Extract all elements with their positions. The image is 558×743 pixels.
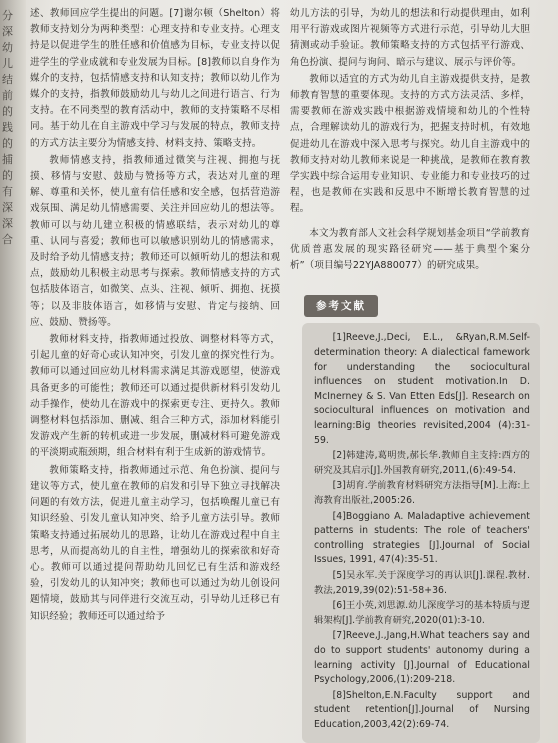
edge-char: 的 (2, 105, 13, 118)
edge-char: 捕 (2, 153, 13, 166)
edge-char: 结 (2, 73, 13, 86)
references-heading: 参考文献 (304, 295, 378, 317)
paragraph-material-support: 教师材料支持，指教师通过投放、调整材料等方式，引起儿童的好奇心或认知冲突，引发儿童的探究性行为。教师可以通过回应幼儿材料需求满足其游戏愿望，使游戏具备更多的可能性；教师还可以通过提供新材料引发幼儿动手操作，使幼儿在游戏中的探索更专注、更持久。教师调整材料包括添加、删减、组合三种方式，添加材料能引发游戏产生新的转机或进一步发展，删减材料可避免游戏的平淡期或瓶颈期，组合材料有利于生成新的游戏情节。 (30, 334, 280, 459)
paragraph-teacher-support-types: 述、教师回应学生提出的问题。[7]谢尔顿（Shelton）将教师支持划分为两种类型：心理支持和专业支持。心理支持是以促进学生的胜任感和价值感为目标，专业支持以促进学生的学业成就和专业发展为目标。[8]教师以自身作为媒介的支持，包括情感支持和认知支持；教师以幼儿作为媒介的支持，指教师鼓励幼儿与幼儿之间进行语言、行为支持。在不同类型的教育活动中，教师的支持策略不尽相同。基于幼儿在自主游戏中学习与发展的特点，教师支持的方式方法主要分为情感支持、材料支持、策略支持。 (30, 8, 280, 149)
paragraph-strategy-support: 教师策略支持，指教师通过示范、角色扮演、提问与建议等方式，使儿童在教师的启发和引导下独立寻找解决问题的有效方法，促进儿童主动学习，包括唤醒儿童已有知识经验、引发儿童认知冲突、给予儿童方法引导。教师策略支持通过拓展幼儿的思路，让幼儿在游戏过程中自主思考，从而提高幼儿的自主性，增强幼儿的探索欲和好奇心。教师可以通过提问帮助幼儿回忆已有生活和游戏经验，引发幼儿的认知冲突；教师也可以通过为幼儿创设问题情境，鼓励其与同伴进行交流互动，引导幼儿迁移已有知识经验；教师还可以通过给予 (30, 464, 280, 622)
references-box (302, 323, 540, 743)
paragraph-conclusion: 教师以适宜的方式为幼儿自主游戏提供支持，是教师教育智慧的重要体现。支持的方式方法灵活、多样，需要教师在游戏实践中根据游戏情境和幼儿的个性特点，合理解读幼儿的游戏行为，把握支持时机，有效地促进幼儿在游戏中深入思考与探究。幼儿自主游戏中的教师支持对幼儿教师来说是一种挑战，是教师在教育教学实践中综合运用专业知识、专业能力和专业技巧的过程，也是教师在实践和反思中不断增长教育智慧的过程。 (290, 73, 530, 215)
reference-item: [4]Boggiano A. Maladaptive achievement patterns in students: The role of teachers' controlling strategies [J].Journal of Social Issues, 1991, 47(4):35-51. (314, 510, 530, 566)
reference-item: [1]Reeve,J.,Deci, E.L., &Ryan,R.M.Self-determination theory: A dialectical famework for understanding the sociocultural influences on student motivation.In D. McInerney & S. Van Etten Eds[J]. Research on sociocultural influences on motivation and learning:Big theories revisited,2004 (4):31-59. (314, 332, 530, 446)
edge-char: 合 (2, 233, 13, 246)
paragraph-strategy-support-continued: 幼儿方法的引导，为幼儿的想法和行动提供理由，如利用平行游戏或图片视频等方式进行示范，引导幼儿大胆猜测或动手验证。教师策略支持的方式包括平行游戏、角色扮演、提问与询问、暗示与建议、展示与评价等。 (290, 8, 530, 68)
edge-char: 儿 (2, 57, 13, 70)
reference-item: [7]Reeve,J.,Jang,H.What teachers say and do to support students' autonomy during a learning activity [J].Journal of Educational Psychology,2006,(1):209-218. (314, 630, 530, 686)
edge-char: 深 (2, 25, 13, 38)
reference-item: [8]Shelton,E.N.Faculty support and student retention[J].Journal of Nursing Education,2003,42(2):69-74. (314, 689, 530, 730)
edge-char: 分 (2, 9, 13, 22)
edge-char: 幼 (2, 41, 13, 54)
funding-note: 本文为教育部人文社会科学规划基金项目“学前教育优质普惠发展的现实路径研究——基于典型个案分析”（项目编号22YJA880077）的研究成果。 (290, 227, 530, 272)
edge-char: 的 (2, 169, 13, 182)
previous-page-edge-text (2, 8, 24, 248)
edge-char: 的 (2, 137, 13, 150)
paragraph-emotional-support: 教师情感支持，指教师通过微笑与注视、拥抱与抚摸、移情与安慰、鼓励与赞扬等方式，表达对儿童的理解、尊重和关怀，使儿童有信任感和安全感，包括营造游戏氛围、满足幼儿情感需要、关注并回应幼儿的想法等。教师可以与幼儿建立积极的情感联结，表示对幼儿的尊重、认同与喜爱；教师也可以敏感识别幼儿的情感需求，及时给予幼儿情感支持；教师还可以倾听幼儿的想法和观点，鼓励幼儿积极主动思考与探索。教师情感支持的方式包括肢体语言，如微笑、点头、注视、倾听、拥抱、抚摸等；以及非肢体语言，如移情与安慰、肯定与接纳、回应、鼓励、赞扬等。 (30, 154, 280, 328)
reference-item: [6]王小英,刘思源.幼儿深度学习的基本特质与逻辑架构[J].学前教育研究,2020(01):3-10. (314, 600, 530, 626)
edge-char: 深 (2, 201, 13, 214)
reference-item: [5]吴永军.关于深度学习的再认识[J].课程.教材.教法,2019,39(02):51-58+36. (314, 569, 530, 596)
right-text-column (290, 6, 530, 743)
edge-char: 践 (2, 121, 13, 134)
reference-item: [3]胡育.学前教育材料研究方法指导[M].上海:上海教育出版社,2005:26. (314, 480, 530, 506)
edge-char: 有 (2, 185, 13, 198)
edge-char: 前 (2, 89, 13, 102)
reference-item: [2]韩建涛,葛明贵,郝长华.教师自主支持:西方的研究及其启示[J].外国教育研究,2011,(6):49-54. (314, 450, 530, 476)
left-text-column (30, 6, 280, 626)
edge-char: 深 (2, 217, 13, 230)
